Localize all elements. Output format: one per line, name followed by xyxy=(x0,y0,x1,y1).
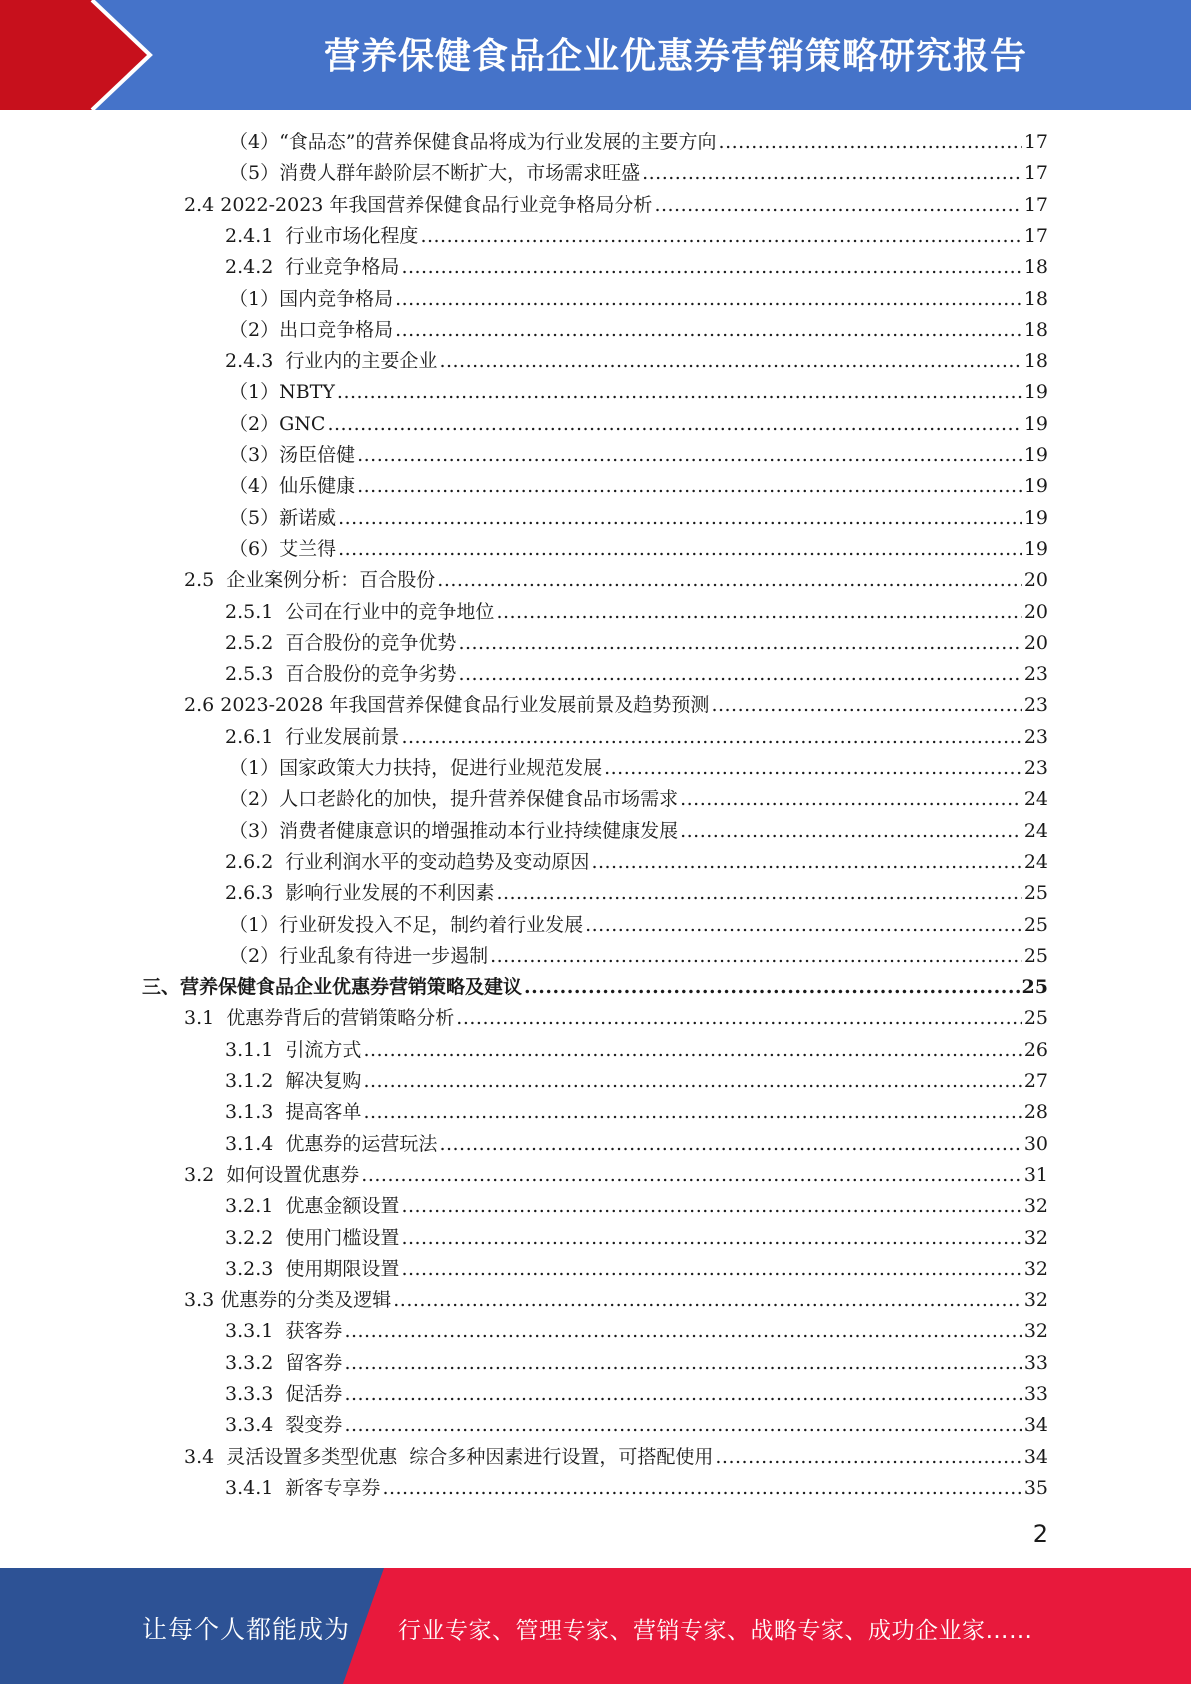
toc-leader-dots xyxy=(401,1223,1021,1254)
toc-entry-page: 31 xyxy=(1023,1163,1048,1186)
toc-entry[interactable] xyxy=(225,1254,1048,1285)
toc-leader-dots xyxy=(357,471,1022,502)
toc-entry-label: 3.2 如何设置优惠券 xyxy=(184,1163,360,1186)
toc-entry[interactable] xyxy=(229,409,1048,440)
toc-entry-label: 3.2.3 使用期限设置 xyxy=(225,1257,400,1280)
toc-entry-page: 18 xyxy=(1023,287,1048,310)
toc-entry-page: 33 xyxy=(1023,1383,1048,1405)
toc-entry-label: 3.4 灵活设置多类型优惠 综合多种因素进行设置，可搭配使用 xyxy=(184,1445,714,1468)
toc-entry[interactable] xyxy=(225,1410,1048,1441)
page-footer xyxy=(0,1568,1191,1684)
toc-entry-label: （2）出口竞争格局 xyxy=(229,318,394,341)
toc-entry-page: 32 xyxy=(1023,1226,1048,1249)
toc-leader-dots xyxy=(524,972,1020,1003)
toc-entry[interactable] xyxy=(229,315,1048,346)
toc-entry[interactable] xyxy=(229,284,1048,315)
toc-entry[interactable] xyxy=(229,158,1048,189)
toc-entry-page: 30 xyxy=(1023,1132,1048,1155)
toc-leader-dots xyxy=(357,440,1022,471)
toc-entry-page: 17 xyxy=(1023,193,1048,216)
toc-entry-label: 2.4.2 行业竞争格局 xyxy=(225,256,400,279)
toc-leader-dots xyxy=(654,190,1021,221)
toc-entry[interactable] xyxy=(229,816,1048,847)
toc-entry-page: 19 xyxy=(1023,381,1048,404)
toc-entry[interactable] xyxy=(229,127,1048,158)
toc-entry[interactable] xyxy=(225,221,1048,252)
toc-leader-dots xyxy=(604,753,1022,784)
toc-leader-dots xyxy=(591,847,1021,878)
toc-entry-page: 33 xyxy=(1023,1351,1048,1374)
toc-entry-label: （4）“食品态”的营养保健食品将成为行业发展的主要方向 xyxy=(229,131,717,153)
toc-entry-page: 32 xyxy=(1023,1289,1048,1312)
toc-entry-label: 2.5 企业案例分析：百合股份 xyxy=(184,569,436,592)
toc-leader-dots xyxy=(401,1254,1021,1285)
toc-leader-dots xyxy=(393,1285,1022,1316)
toc-entry-label: 3.2.2 使用门槛设置 xyxy=(225,1226,400,1249)
toc-entry-label: 2.6 2023-2028 年我国营养保健食品行业发展前景及趋势预测 xyxy=(184,694,710,717)
toc-leader-dots xyxy=(496,597,1021,628)
toc-entry-page: 26 xyxy=(1023,1038,1048,1061)
toc-leader-dots xyxy=(458,628,1021,659)
toc-entry-page: 20 xyxy=(1023,569,1048,592)
toc-leader-dots xyxy=(401,252,1021,283)
toc-entry-page: 35 xyxy=(1023,1476,1048,1499)
toc-entry[interactable] xyxy=(225,1129,1048,1160)
toc-entry[interactable] xyxy=(184,1285,1048,1316)
toc-entry-page: 18 xyxy=(1023,256,1048,279)
toc-entry[interactable] xyxy=(229,753,1048,784)
toc-entry-page: 28 xyxy=(1023,1101,1048,1124)
toc-entry-label: 3.2.1 优惠金额设置 xyxy=(225,1195,400,1218)
toc-entry-page: 25 xyxy=(1021,976,1048,999)
toc-leader-dots xyxy=(420,221,1021,252)
toc-entry-page: 17 xyxy=(1023,224,1048,247)
toc-leader-dots xyxy=(715,1442,1021,1473)
toc-entry[interactable] xyxy=(225,878,1048,909)
toc-entry-page: 19 xyxy=(1023,475,1048,498)
toc-entry-label: （1）国内竞争格局 xyxy=(229,287,394,310)
toc-entry-label: （4）仙乐健康 xyxy=(229,475,356,498)
toc-entry[interactable] xyxy=(229,941,1048,972)
toc-entry[interactable] xyxy=(225,628,1048,659)
toc-entry[interactable] xyxy=(225,1066,1048,1097)
toc-entry-label: （2）行业乱象有待进一步遏制 xyxy=(229,944,489,967)
toc-entry-label: 3.1 优惠券背后的营销策略分析 xyxy=(184,1007,455,1030)
toc-entry-page: 19 xyxy=(1023,444,1048,466)
toc-leader-dots xyxy=(439,1129,1021,1160)
toc-leader-dots xyxy=(490,941,1022,972)
toc-entry-label: 2.5.2 百合股份的竞争优势 xyxy=(225,631,457,654)
toc-entry-label: （2）人口老龄化的加快，提升营养保健食品市场需求 xyxy=(229,788,679,811)
toc-leader-dots xyxy=(344,1316,1021,1347)
toc-entry-label: 3.3.2 留客券 xyxy=(225,1351,343,1374)
toc-entry-page: 34 xyxy=(1023,1414,1048,1437)
toc-entry-label: 3.4.1 新客专享券 xyxy=(225,1476,381,1499)
toc-leader-dots xyxy=(363,1035,1021,1066)
toc-entry-page: 32 xyxy=(1023,1320,1048,1343)
toc-entry-page: 23 xyxy=(1023,663,1048,686)
toc-entry-page: 24 xyxy=(1023,788,1048,811)
toc-entry-page: 23 xyxy=(1023,725,1048,748)
toc-entry-label: 3.3.3 促活券 xyxy=(225,1383,343,1405)
toc-entry[interactable] xyxy=(225,1191,1048,1222)
toc-entry[interactable] xyxy=(225,847,1048,878)
toc-entry[interactable] xyxy=(184,190,1048,221)
toc-entry[interactable] xyxy=(225,1348,1048,1379)
footer-slogan-left: 让每个人都能成为 xyxy=(142,1615,351,1644)
toc-entry[interactable] xyxy=(229,784,1048,815)
toc-entry-label: 3.1.2 解决复购 xyxy=(225,1070,362,1092)
toc-entry-label: 3.1.4 优惠券的运营玩法 xyxy=(225,1132,438,1155)
toc-leader-dots xyxy=(719,127,1022,158)
toc-leader-dots xyxy=(338,534,1022,565)
toc-entry-page: 17 xyxy=(1023,162,1048,185)
toc-leader-dots xyxy=(437,565,1022,596)
toc-entry-label: 2.4.3 行业内的主要企业 xyxy=(225,350,438,373)
toc-entry-label: （6）艾兰得 xyxy=(229,537,337,560)
toc-entry[interactable] xyxy=(225,1316,1048,1347)
toc-entry[interactable] xyxy=(184,1003,1048,1034)
page-header xyxy=(0,0,1191,110)
toc-entry[interactable] xyxy=(225,346,1048,377)
toc-entry-label: 3.3 优惠券的分类及逻辑 xyxy=(184,1289,392,1312)
toc-entry[interactable] xyxy=(229,534,1048,565)
toc-entry[interactable] xyxy=(225,659,1048,690)
toc-entry-label: 3.1.1 引流方式 xyxy=(225,1038,362,1061)
toc-entry[interactable] xyxy=(229,471,1048,502)
toc-entry[interactable] xyxy=(142,972,1048,1003)
toc-leader-dots xyxy=(395,315,1022,346)
toc-entry-page: 23 xyxy=(1023,694,1048,717)
footer-slogan-right: 行业专家、管理专家、营销专家、战略专家、成功企业家…… xyxy=(398,1618,1033,1644)
toc-leader-dots xyxy=(439,346,1021,377)
toc-entry[interactable] xyxy=(225,1379,1048,1410)
toc-leader-dots xyxy=(401,1191,1021,1222)
toc-entry-label: 3.1.3 提高客单 xyxy=(225,1101,362,1124)
toc-entry[interactable] xyxy=(184,690,1048,721)
toc-entry-label: 2.4.1 行业市场化程度 xyxy=(225,224,419,247)
toc-entry-page: 25 xyxy=(1023,1007,1048,1030)
toc-leader-dots xyxy=(585,910,1022,941)
toc-entry[interactable] xyxy=(225,1097,1048,1128)
toc-entry[interactable] xyxy=(225,722,1048,753)
toc-entry-page: 25 xyxy=(1023,913,1048,936)
toc-leader-dots xyxy=(382,1473,1021,1504)
toc-entry-page: 25 xyxy=(1023,944,1048,967)
toc-leader-dots xyxy=(680,816,1022,847)
toc-leader-dots xyxy=(338,503,1022,534)
toc-leader-dots xyxy=(337,377,1022,408)
toc-entry-page: 19 xyxy=(1023,412,1048,435)
toc-entry-page: 17 xyxy=(1023,131,1048,153)
toc-leader-dots xyxy=(327,409,1021,440)
toc-entry[interactable] xyxy=(225,1035,1048,1066)
toc-entry-label: （3）消费者健康意识的增强推动本行业持续健康发展 xyxy=(229,819,679,842)
toc-entry[interactable] xyxy=(225,1223,1048,1254)
toc-entry[interactable] xyxy=(225,1473,1048,1504)
toc-entry-label: 2.6.2 行业利润水平的变动趋势及变动原因 xyxy=(225,850,590,873)
toc-leader-dots xyxy=(363,1097,1021,1128)
toc-entry-label: 2.4 2022-2023 年我国营养保健食品行业竞争格局分析 xyxy=(184,193,653,216)
toc-entry-page: 20 xyxy=(1023,600,1048,623)
toc-entry-label: 2.6.3 影响行业发展的不利因素 xyxy=(225,882,495,905)
toc-leader-dots xyxy=(711,690,1021,721)
toc-entry-page: 19 xyxy=(1023,506,1048,529)
toc-entry[interactable] xyxy=(225,252,1048,283)
toc-entry[interactable] xyxy=(184,1442,1048,1473)
toc-leader-dots xyxy=(458,659,1021,690)
toc-leader-dots xyxy=(680,784,1022,815)
toc-entry-label: （1）国家政策大力扶持，促进行业规范发展 xyxy=(229,757,603,779)
toc-entry-page: 18 xyxy=(1023,318,1048,341)
toc-entry-page: 23 xyxy=(1023,757,1048,779)
toc-entry-page: 18 xyxy=(1023,350,1048,373)
toc-entry[interactable] xyxy=(229,440,1048,471)
report-title: 营养保健食品企业优惠券营销策略研究报告 xyxy=(323,36,1027,77)
toc-leader-dots xyxy=(401,722,1021,753)
toc-leader-dots xyxy=(344,1379,1021,1410)
toc-leader-dots xyxy=(496,878,1021,909)
toc-entry-page: 24 xyxy=(1023,850,1048,873)
toc-entry-label: （1）行业研发投入不足，制约着行业发展 xyxy=(229,913,584,936)
toc-leader-dots xyxy=(361,1160,1022,1191)
toc-entry[interactable] xyxy=(229,377,1048,408)
toc-leader-dots xyxy=(395,284,1022,315)
toc-entry-label: 3.3.1 获客券 xyxy=(225,1320,343,1343)
toc-entry-label: （5）消费人群年龄阶层不断扩大，市场需求旺盛 xyxy=(229,162,641,185)
toc-leader-dots xyxy=(363,1066,1021,1097)
toc-entry-page: 20 xyxy=(1023,631,1048,654)
toc-leader-dots xyxy=(344,1348,1021,1379)
toc-entry[interactable] xyxy=(184,1160,1048,1191)
toc-entry-page: 25 xyxy=(1023,882,1048,905)
page-number: 2 xyxy=(1032,1520,1048,1548)
toc-entry[interactable] xyxy=(229,503,1048,534)
toc-entry-label: （5）新诺威 xyxy=(229,506,337,529)
toc-entry-label: 2.5.3 百合股份的竞争劣势 xyxy=(225,663,457,686)
toc-entry[interactable] xyxy=(225,597,1048,628)
toc-leader-dots xyxy=(642,158,1022,189)
toc-leader-dots xyxy=(456,1003,1022,1034)
toc-entry-label: （2）GNC xyxy=(229,412,326,435)
toc-entry-label: 3.3.4 裂变券 xyxy=(225,1414,343,1437)
toc-entry-page: 24 xyxy=(1023,819,1048,842)
toc-leader-dots xyxy=(344,1410,1021,1441)
toc-entry-label: （1）NBTY xyxy=(229,381,335,404)
toc-entry-label: 三、营养保健食品企业优惠券营销策略及建议 xyxy=(142,976,523,999)
toc-entry-page: 32 xyxy=(1023,1257,1048,1280)
toc-entry-label: （3）汤臣倍健 xyxy=(229,444,356,466)
toc-entry-page: 34 xyxy=(1023,1445,1048,1468)
toc-entry-page: 32 xyxy=(1023,1195,1048,1218)
toc-entry-page: 19 xyxy=(1023,537,1048,560)
toc-entry[interactable] xyxy=(229,910,1048,941)
toc-entry[interactable] xyxy=(184,565,1048,596)
toc-entry-label: 2.5.1 公司在行业中的竞争地位 xyxy=(225,600,495,623)
toc-entry-label: 2.6.1 行业发展前景 xyxy=(225,725,400,748)
toc-entry-page: 27 xyxy=(1023,1070,1048,1092)
